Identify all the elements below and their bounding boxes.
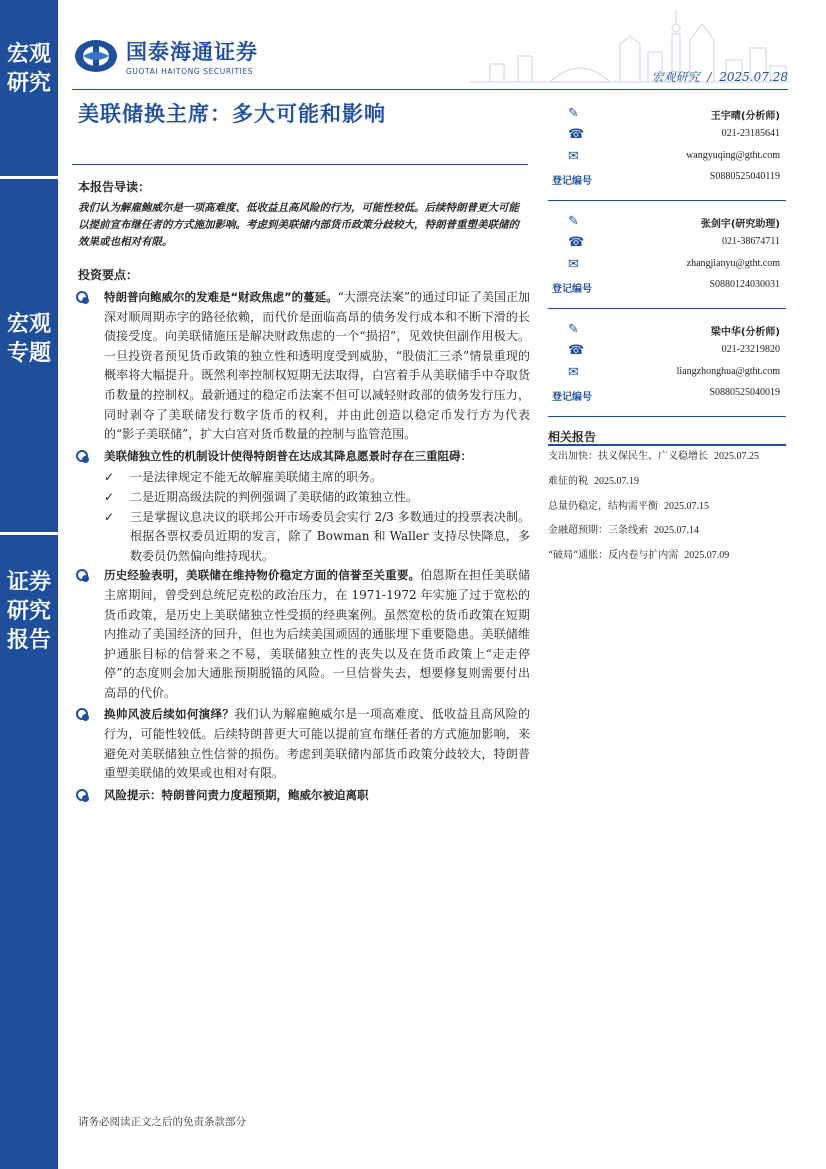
- related-report-item[interactable]: [548, 548, 786, 573]
- key-point-lead: 特朗普向鲍威尔的发难是“财政焦虑”的蔓延。: [104, 290, 338, 304]
- registration-label: 登记编号: [552, 176, 592, 187]
- key-point-body: 我们认为解雇鲍威尔是一项高难度、低收益且高风险的行为，可能性较低。后续特朗普更大可能以提前宣布继任者的方式施加影响，来避免对美联储独立性信誉的损伤。考虑到美联储内部货币政策分歧较大，特朗普重塑美联储的效果或也相对有限。: [104, 707, 530, 781]
- analyst-registration: S0880525040019: [709, 387, 780, 398]
- checklist-item: [104, 508, 530, 567]
- header-date: 2025.07.28: [719, 70, 788, 84]
- sidebar-label-macro-topic: 宏观专题: [6, 312, 51, 366]
- pen-icon: ✎: [568, 214, 579, 229]
- check-icon: ✓: [104, 509, 115, 524]
- key-point: [74, 786, 530, 806]
- check-icon: ✓: [104, 489, 115, 504]
- header-category: 宏观研究: [651, 70, 700, 84]
- analyst-phone: 021-38674711: [722, 236, 780, 247]
- related-reports-list: [548, 449, 786, 573]
- related-report-title: 总量仍稳定，结构需平衡: [548, 500, 658, 512]
- sidebar-separator: [0, 532, 58, 535]
- bullet-circle-icon: [76, 789, 90, 803]
- analyst-email[interactable]: wangyuqing@gtht.com: [686, 150, 780, 161]
- risk-warning: 风险提示：特朗普问责力度超预期，鲍威尔被迫离职: [104, 787, 369, 802]
- phone-icon: ☎: [568, 235, 585, 250]
- related-report-title: 金融超预期：三条线索: [548, 525, 648, 537]
- analyst-card: [548, 100, 786, 201]
- key-point: [74, 705, 530, 783]
- related-report-item[interactable]: [548, 523, 786, 548]
- analyst-email[interactable]: zhangjianyu@gtht.com: [686, 258, 780, 269]
- related-report-item[interactable]: [548, 499, 786, 524]
- related-reports-heading: 相关报告: [548, 430, 597, 444]
- sidebar-separator: [0, 176, 58, 179]
- header-separator: /: [707, 70, 712, 84]
- logo-name-cn: 国泰海通证券: [126, 40, 258, 64]
- company-logo: [74, 36, 258, 76]
- key-point: [74, 566, 530, 703]
- bullet-circle-icon: [76, 708, 90, 722]
- related-report-date: 2025.07.15: [664, 500, 709, 512]
- related-report-date: 2025.07.19: [594, 475, 639, 487]
- analyst-registration: S0880124030031: [709, 279, 780, 290]
- related-report-date: 2025.07.25: [714, 451, 759, 462]
- checklist-item: [104, 468, 530, 488]
- analyst-phone: 021-23219820: [721, 344, 780, 355]
- analyst-card: [548, 208, 786, 309]
- related-report-item[interactable]: [548, 449, 786, 474]
- analyst-name: 王宇晴(分析师): [710, 111, 780, 122]
- envelope-icon: ✉: [568, 257, 579, 272]
- analyst-panel: [548, 100, 786, 424]
- envelope-icon: ✉: [568, 365, 579, 380]
- report-title: 美联储换主席：多大可能和影响: [78, 102, 386, 126]
- checklist: [74, 468, 530, 566]
- related-report-date: 2025.07.14: [654, 525, 699, 537]
- sidebar-label-securities-report: 证券研究报告: [6, 570, 51, 653]
- related-report-title: “破局”通胀：反内卷与扩内需: [548, 550, 679, 562]
- intro-heading: 本报告导读：: [78, 180, 151, 194]
- key-point: [74, 447, 530, 467]
- analyst-name: 梁中华(分析师): [710, 327, 780, 338]
- checklist-text: 二是近期高级法院的判例强调了美联储的政策独立性。: [130, 489, 419, 504]
- bullet-circle-icon: [76, 569, 90, 583]
- key-point-lead: 美联储独立性的机制设计使得特朗普在达成其降息愿景时存在三重阻碍：: [104, 448, 472, 463]
- key-points-heading: 投资要点：: [78, 268, 139, 282]
- phone-icon: ☎: [568, 343, 585, 358]
- related-report-title: 难征的税: [548, 475, 588, 487]
- disclaimer-footer: 请务必阅读正文之后的免责条款部分: [78, 1116, 246, 1128]
- checklist-item: [104, 488, 530, 508]
- key-point-lead: 历史经验表明，美联储在维持物价稳定方面的信誉至关重要。: [104, 568, 421, 583]
- phone-icon: ☎: [568, 127, 585, 142]
- pen-icon: ✎: [568, 322, 579, 337]
- left-sidebar: [0, 0, 58, 1169]
- intro-text: 我们认为解雇鲍威尔是一项高难度、低收益且高风险的行为，可能性较低。后续特朗普更大可能以提前宣布继任者的方式施加影响。考虑到美联储内部货币政策分歧较大，特朗普重塑美联储的效果或也相对有限。: [78, 202, 519, 248]
- related-report-date: 2025.07.09: [684, 550, 730, 562]
- checklist-text: 一是法律规定不能无故解雇美联储主席的职务。: [130, 470, 383, 485]
- registration-label: 登记编号: [552, 284, 592, 295]
- pen-icon: ✎: [568, 106, 579, 121]
- logo-mark-icon: [74, 39, 118, 73]
- logo-name-en: GUOTAI HAITONG SECURITIES: [126, 67, 254, 76]
- checklist-text: 三是掌握议息决议的联邦公开市场委员会实行 2/3 多数通过的投票表决制。根据各票权委员近期的发言，除了 Bowman 和 Waller 支持尽快降息，多数委员仍然偏向维持现状。: [130, 509, 530, 563]
- bullet-circle-icon: [76, 450, 90, 464]
- key-points: [74, 288, 530, 807]
- analyst-email[interactable]: liangzhonghua@gtht.com: [676, 366, 780, 377]
- analyst-phone: 021-23185641: [721, 128, 780, 139]
- analyst-name: 张剑宇(研究助理): [700, 219, 780, 230]
- header-rule: [72, 89, 788, 90]
- related-reports-rule: [548, 444, 786, 446]
- related-report-title: 支出加快：扶义保民生、广义稳增长: [548, 451, 708, 462]
- bullet-circle-icon: [76, 291, 90, 305]
- title-rule: [72, 164, 528, 165]
- related-report-item[interactable]: [548, 474, 786, 499]
- header-meta: [652, 68, 788, 85]
- sidebar-label-macro-research: 宏观研究: [6, 42, 51, 96]
- key-point: [74, 288, 530, 445]
- envelope-icon: ✉: [568, 149, 579, 164]
- analyst-card: [548, 316, 786, 417]
- check-icon: ✓: [104, 470, 115, 485]
- key-point-body: 伯恩斯在担任美联储主席期间，曾受到总统尼克松的政治压力，在 1971-1972 年实施了过于宽松的货币政策，是历史上美联储独立性受损的经典案例。虽然宽松的货币政策在短期内推动了美国经济的回升，但也为后续美国顽固的通胀埋下重要隐患。美联储维护通胀目标的信誉来之不易，美联储独立性的丧失以及在货币政策上“走走停停”的态度则会加大通胀预期脱锚的风险。一旦信誉失去，想要修复则需要付出高昂的代价。: [104, 568, 530, 700]
- analyst-registration: S0880525040119: [709, 171, 780, 182]
- key-point-body: “大漂亮法案”的通过印证了美国正加深对顺周期赤字的路径依赖，而代价是面临高昂的债务发行成本和不断下滑的长债接受度。向美联储施压是解决财政焦虑的一个“损招”，见效快但副作用极大。一旦投资者预见货币政策的独立性和透明度受到威胁，“股债汇三杀”情景重现的概率将大幅提升。既然利率控制权短期无法取得，白宫着手从美联储手中夺取货币数量的控制权。最新通过的稳定币法案不但可以减轻财政部的债务发行压力，同时剥夺了美联储发行数字货币的权利，并由此创造以稳定币发行方为代表的“影子美联储”，扩大白宫对货币数量的控制与监管范围。: [104, 290, 530, 442]
- key-point-lead: 换帅风波后续如何演绎？: [104, 707, 235, 722]
- registration-label: 登记编号: [552, 392, 592, 403]
